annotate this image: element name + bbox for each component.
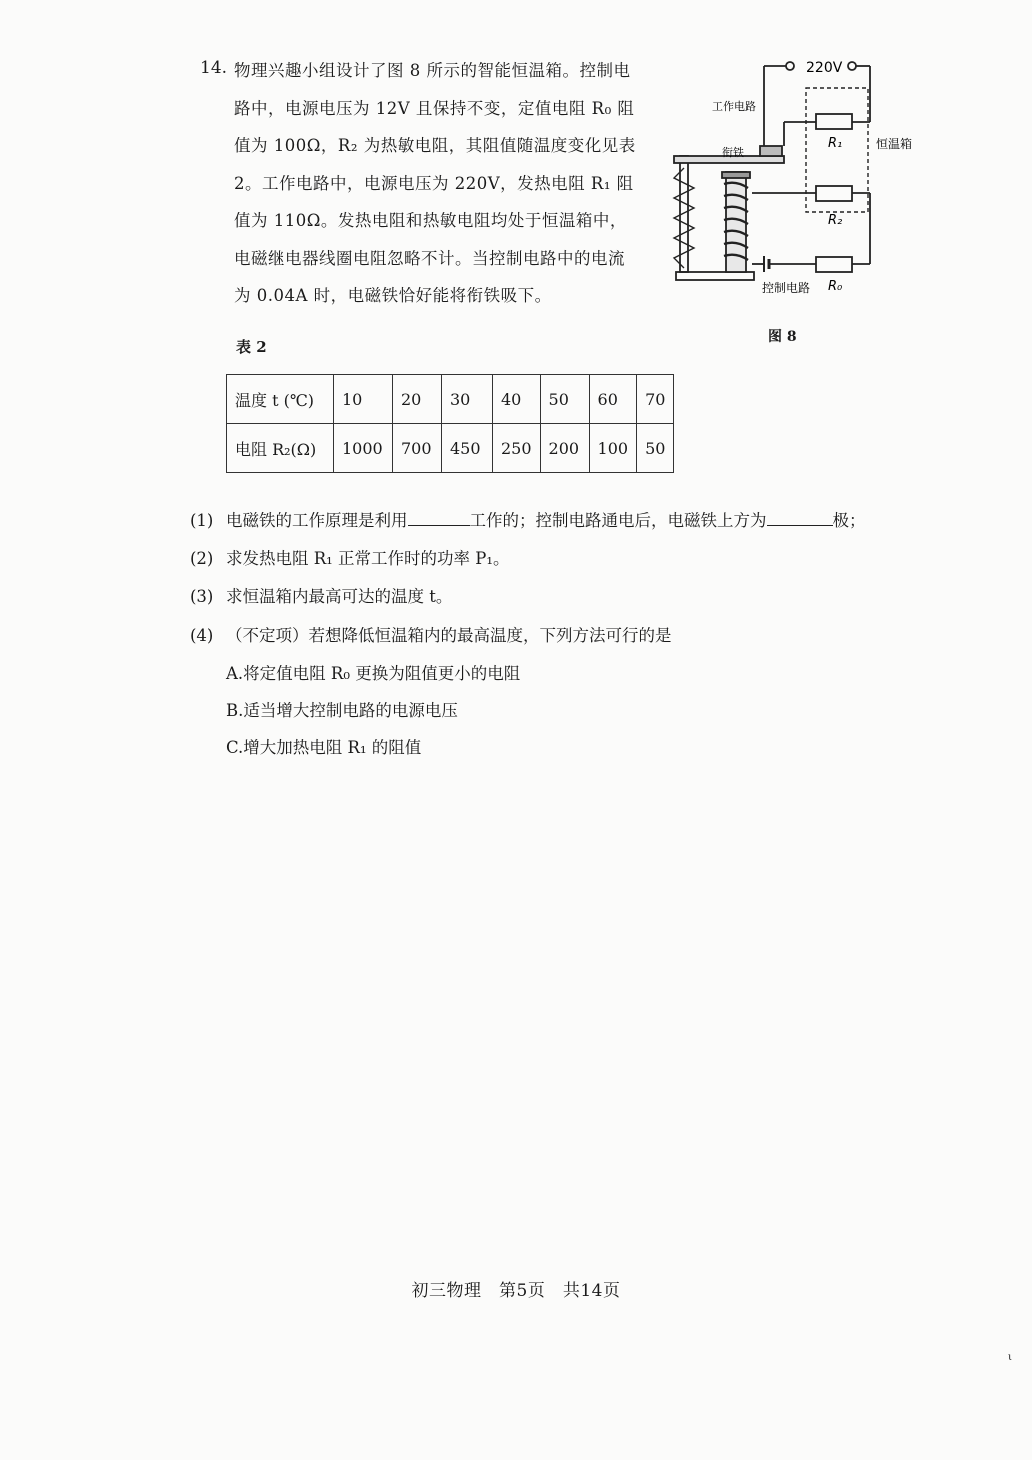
temperature-resistance-table: [226, 374, 674, 473]
answer-blank[interactable]: [408, 509, 470, 526]
table-cell: 60: [589, 375, 637, 424]
subquestion-number: (2): [190, 549, 214, 568]
base: [676, 272, 754, 280]
page-footer: 初三物理 第5页 共14页: [411, 1281, 621, 1301]
stem-line: 电磁继电器线圈电阻忽略不计。当控制电路中的电流: [234, 248, 625, 268]
label-r2: R₂: [828, 213, 843, 228]
option-c: C.增大加热电阻 R₁ 的阻值: [226, 738, 422, 757]
subquestion-text: 电磁铁的工作原理是利用: [226, 511, 408, 530]
table-cell: 700: [393, 424, 442, 473]
resistor-r2: [816, 186, 852, 201]
label-r0: R₀: [828, 279, 843, 294]
table-cell: 30: [442, 375, 493, 424]
table-cell: 100: [589, 424, 637, 473]
table-row: [227, 424, 674, 473]
subquestion-text: 工作的；控制电路通电后，电磁铁上方为: [469, 511, 767, 530]
subquestion-text: 极；: [832, 511, 866, 530]
label-armature: 衔铁: [722, 146, 744, 159]
table-cell: 450: [442, 424, 493, 473]
option-b: B.适当增大控制电路的电源电压: [226, 701, 458, 720]
option-a: A.将定值电阻 R₀ 更换为阻值更小的电阻: [226, 664, 521, 683]
stem-line: 值为 110Ω。发热电阻和热敏电阻均处于恒温箱中，: [234, 211, 627, 230]
subquestion-text: （不定项）若想降低恒温箱内的最高温度，下列方法可行的是: [226, 626, 672, 645]
question-stem: [234, 52, 654, 315]
resistor-r0: [816, 257, 852, 272]
label-box: 恒温箱: [876, 137, 913, 151]
stem-line: 2。工作电路中，电源电压为 220V，发热电阻 R₁ 阻: [234, 173, 634, 193]
core-cap: [722, 172, 750, 178]
terminal-left: [786, 62, 794, 70]
resistor-r1: [816, 114, 852, 129]
table-cell: 250: [493, 424, 541, 473]
stem-line: 值为 100Ω，R₂ 为热敏电阻，其阻值随温度变化见表: [234, 136, 636, 155]
table-cell: 40: [493, 375, 541, 424]
table-row: [227, 375, 674, 424]
subquestion-number: (4): [190, 626, 214, 645]
figure-caption: 图 8: [768, 329, 797, 345]
subquestion-text: 求发热电阻 R₁ 正常工作时的功率 P₁。: [226, 549, 510, 568]
subquestion-3: [190, 583, 452, 607]
terminal-right: [848, 62, 856, 70]
label-work-circuit: 工作电路: [712, 100, 756, 113]
table-cell: 20: [393, 375, 442, 424]
stem-line: 为 0.04A 时，电磁铁恰好能将衔铁吸下。: [234, 286, 552, 305]
table-cell: 50: [637, 424, 674, 473]
table-cell: 200: [540, 424, 589, 473]
answer-blank[interactable]: [767, 509, 833, 526]
spring: [674, 168, 694, 268]
stem-line: 物理兴趣小组设计了图 8 所示的智能恒温箱。控制电: [234, 61, 631, 80]
subquestion-number: (3): [190, 587, 214, 606]
circuit-diagram: [668, 50, 928, 300]
row-header-resistance: 电阻 R₂(Ω): [227, 424, 334, 473]
table-cell: 70: [637, 375, 674, 424]
contact: [760, 146, 782, 156]
label-control-circuit: 控制电路: [762, 281, 811, 295]
label-220v: 220V: [806, 60, 843, 76]
subquestion-text: 求恒温箱内最高可达的温度 t。: [226, 587, 453, 606]
table-cell: 1000: [334, 424, 393, 473]
question-number: 14.: [200, 58, 228, 78]
stem-line: 路中，电源电压为 12V 且保持不变，定值电阻 R₀ 阻: [234, 98, 635, 118]
table-cell: 10: [334, 375, 393, 424]
subquestion-4: [190, 622, 672, 646]
row-header-temperature: 温度 t (℃): [227, 375, 334, 424]
subquestion-number: (1): [190, 511, 214, 530]
subquestion-2: [190, 545, 510, 569]
table-cell: 50: [540, 375, 589, 424]
table-caption: 表 2: [236, 338, 267, 356]
label-r1: R₁: [828, 136, 843, 151]
corner-mark: ι: [1008, 1352, 1012, 1363]
subquestion-1: [190, 507, 866, 531]
